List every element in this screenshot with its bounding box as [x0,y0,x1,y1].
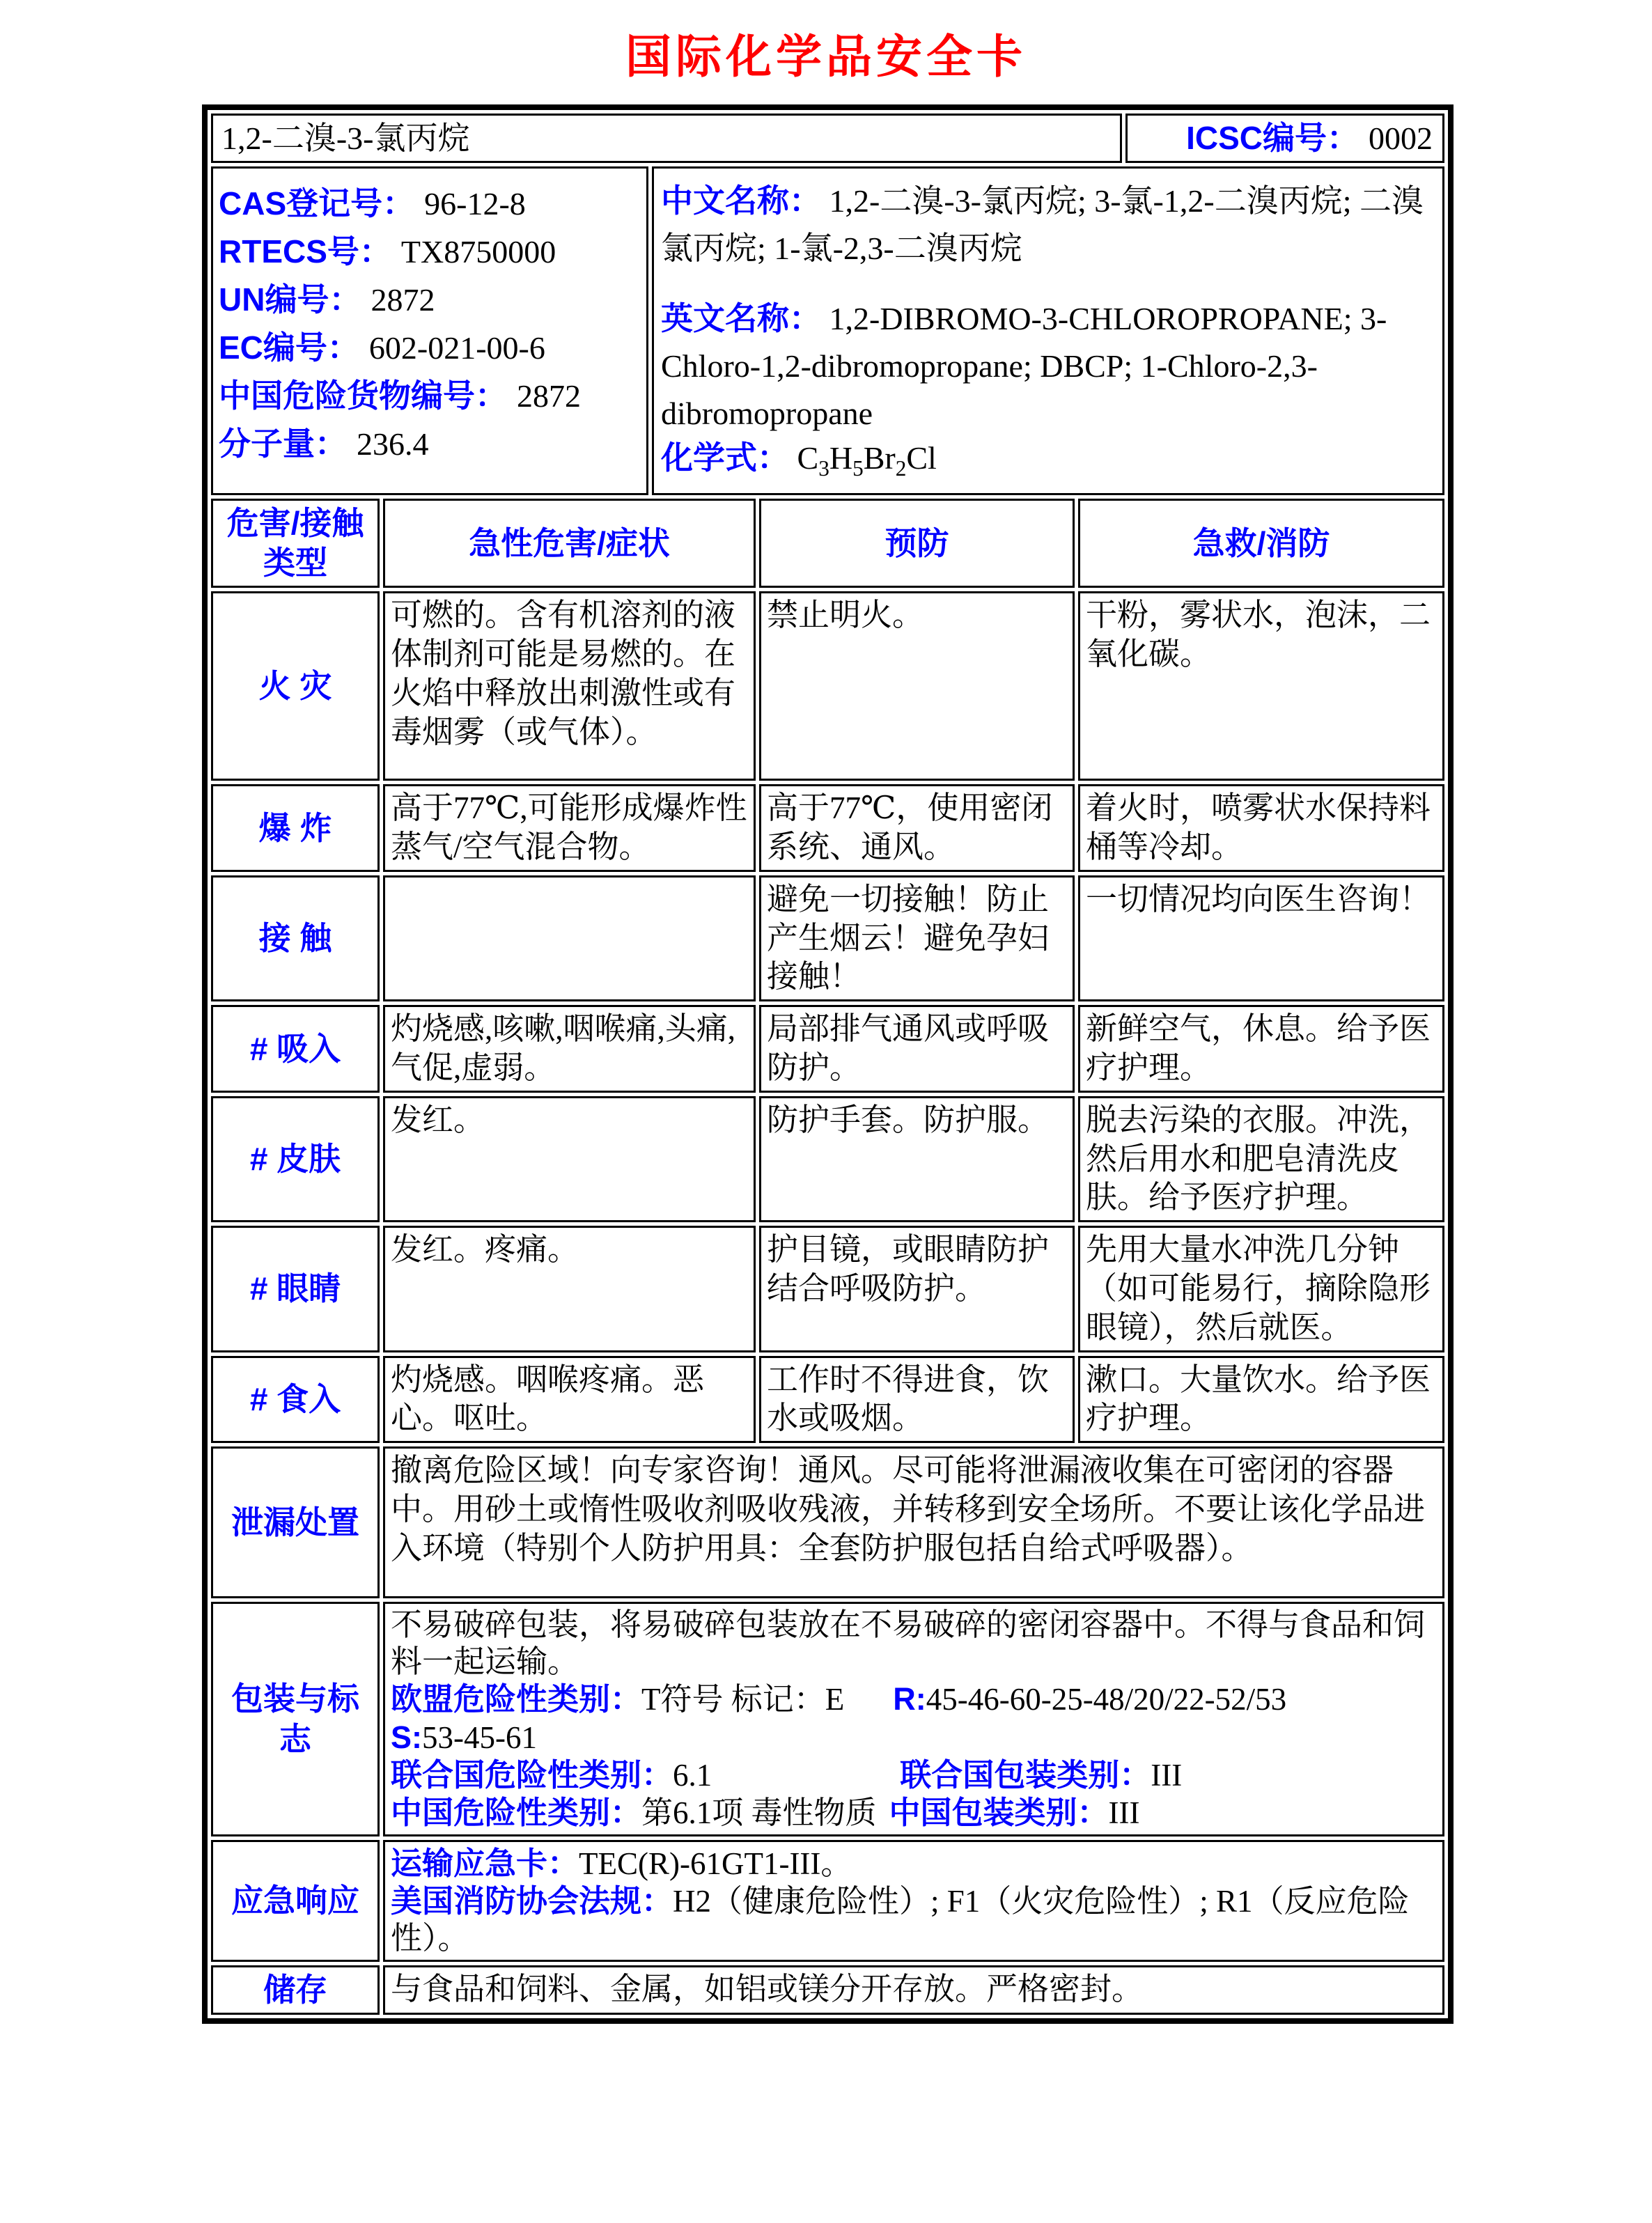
china-dg-value: 2872 [517,378,581,414]
eyes-type [211,1226,380,1352]
packaging-cn-line [391,1794,1437,1832]
packaging-eu-line [391,1680,1437,1718]
header-firstaid [1078,499,1444,588]
explosion-type [211,784,380,872]
explosion-type-label: 爆 炸 [258,809,332,846]
un-label: UN编号： [219,281,361,318]
chinese-name: 1,2-二溴-3-氯丙烷; 3-氯-1,2-二溴丙烷; 二溴氯丙烷; 1-氯-2,3-二溴丙烷 [661,183,1424,267]
storage-label: 储存 [263,1972,327,2008]
header-prevention-label: 预防 [885,524,949,561]
cn-class-value: 第6.1项 毒性物质 [641,1795,877,1830]
row-storage [211,1965,1444,2015]
cn-pack-value: III [1108,1795,1140,1830]
row-inhalation [211,1005,1444,1093]
header-hazard-type-label: 危害/接触类型 [226,505,364,582]
ingestion-firstaid: 漱口。大量饮水。给予医疗护理。 [1078,1356,1444,1444]
eyes-hazards: 发红。疼痛。 [383,1226,756,1352]
chinese-name-block [661,177,1435,272]
ingestion-type-label: # 食入 [249,1380,341,1417]
ec-label: EC编号： [219,329,359,366]
r-phrases-value: 45-46-60-25-48/20/22-52/53 [926,1682,1287,1717]
contact-prevention: 避免一切接触！防止产生烟云！避免孕妇接触！ [759,875,1075,1001]
explosion-hazards: 高于77℃,可能形成爆炸性蒸气/空气混合物。 [383,784,756,872]
ingestion-hazards: 灼烧感。咽喉疼痛。恶心。呕吐。 [383,1356,756,1444]
names-cell [652,166,1444,495]
packaging-label: 包装与标志 [231,1680,359,1757]
cas-label: CAS登记号： [219,185,415,222]
chemical-formula: $C_3H_5Br_2Cl$ [797,440,937,481]
icsc-number-cell [1125,114,1444,163]
contact-type-label: 接 触 [258,920,332,957]
row-explosion [211,784,1444,872]
header-hazard-type [211,499,380,588]
ingestion-type [211,1356,380,1444]
fire-hazards: 可燃的。含有机溶剂的液体制剂可能是易燃的。在火焰中释放出刺激性或有毒烟雾（或气体）。 [383,591,756,781]
row-eyes [211,1226,1444,1352]
storage-label-cell [211,1965,380,2015]
formula-line [661,437,1435,489]
icsc-number: 0002 [1369,120,1433,156]
inhalation-type [211,1005,380,1093]
inhalation-prevention: 局部排气通风或呼吸防护。 [759,1005,1075,1093]
skin-type-label: # 皮肤 [249,1141,341,1178]
spill-text: 撤离危险区域！向专家咨询！通风。尽可能将泄漏液收集在可密闭的容器中。用砂土或惰性吸收剂吸收残液，并转移到安全场所。不要让该化学品进入环境（特别个人防护用具：全套防护服包括自给式呼吸器）。 [383,1446,1444,1598]
formula-label: 化学式： [661,439,789,476]
english-name-block [661,295,1435,437]
fire-prevention: 禁止明火。 [759,591,1075,781]
eyes-type-label: # 眼睛 [249,1270,341,1307]
inhalation-firstaid: 新鲜空气，休息。给予医疗护理。 [1078,1005,1444,1093]
nfpa-value: H2（健康危险性）; F1（火灾危险性）; R1（反应危险性）。 [391,1883,1410,1956]
emergency-label: 应急响应 [231,1882,359,1919]
tec-line [391,1845,1437,1882]
ec-value: 602-021-00-6 [368,330,545,366]
contact-type [211,875,380,1001]
substance-name: 1,2-二溴-3-氯丙烷 [211,114,1122,163]
molweight-line [219,420,642,468]
nfpa-line [391,1882,1437,1957]
s-phrases-label: S: [391,1719,422,1755]
explosion-firstaid: 着火时，喷雾状水保持料桶等冷却。 [1078,784,1444,872]
contact-firstaid: 一切情况均向医生咨询！ [1078,875,1444,1001]
ingestion-prevention: 工作时不得进食，饮水或吸烟。 [759,1356,1075,1444]
row-emergency [211,1840,1444,1962]
row-spill-disposal [211,1446,1444,1598]
un-line [219,276,642,324]
eu-class-value: T符号 标记：E [641,1682,845,1717]
rtecs-label: RTECS号： [219,233,391,270]
row-ingestion [211,1356,1444,1444]
icsc-label: ICSC编号： [1186,120,1359,156]
header-prevention [759,499,1075,588]
skin-type [211,1096,380,1222]
inhalation-type-label: # 吸入 [249,1030,341,1067]
ec-line [219,324,642,372]
skin-hazards: 发红。 [383,1096,756,1222]
cn-class-label: 中国危险性类别： [391,1794,642,1830]
un-class-value: 6.1 [673,1757,712,1793]
skin-firstaid: 脱去污染的衣服。冲洗，然后用水和肥皂清洗皮肤。给予医疗护理。 [1078,1096,1444,1222]
eyes-firstaid: 先用大量水冲洗几分钟（如可能易行，摘除隐形眼镜），然后就医。 [1078,1226,1444,1352]
tec-value: TEC(R)-61GT1-III。 [579,1846,852,1881]
fire-type-label: 火 灾 [258,667,332,704]
header-firstaid-label: 急救/消防 [1192,524,1330,561]
row-fire [211,591,1444,781]
un-pack-label: 联合国包装类别： [900,1756,1151,1793]
cas-line [219,180,642,228]
rtecs-line [219,228,642,276]
packaging-text: 不易破碎包装，将易破碎包装放在不易破碎的密闭容器中。不得与食品和饲料一起运输。 [391,1607,1426,1680]
r-phrases-label: R: [893,1681,926,1717]
un-value: 2872 [371,282,435,318]
s-phrases-value: 53-45-61 [422,1719,537,1755]
page-title: 国际化学品安全卡 [625,31,1027,82]
fire-firstaid: 干粉，雾状水，泡沫，二氧化碳。 [1078,591,1444,781]
molweight-label: 分子量： [219,426,347,462]
safety-card-table [202,104,1454,2024]
cas-value: 96-12-8 [424,186,526,222]
explosion-prevention: 高于77℃，使用密闭系统、通风。 [759,784,1075,872]
molweight-value: 236.4 [357,426,429,462]
emergency-label-cell [211,1840,380,1962]
un-pack-value: III [1151,1757,1183,1793]
hazard-table-header-row [211,499,1444,588]
spill-label-cell [211,1446,380,1598]
cn-pack-label: 中国包装类别： [889,1794,1109,1830]
chinese-name-label: 中文名称： [661,182,821,219]
row-packaging [211,1602,1444,1836]
eu-class-label: 欧盟危险性类别： [391,1681,642,1717]
china-dg-line [219,372,642,420]
row-contact [211,875,1444,1001]
english-name-label: 英文名称： [661,300,821,337]
contact-hazards [383,875,756,1001]
row-skin [211,1096,1444,1222]
storage-text: 与食品和饲料、金属，如铝或镁分开存放。严格密封。 [383,1965,1444,2015]
header-row [211,114,1444,163]
un-class-label: 联合国危险性类别： [391,1756,673,1793]
tec-label: 运输应急卡： [391,1845,579,1881]
packaging-s-line [391,1719,1437,1756]
packaging-un-line [391,1756,1437,1794]
identification-numbers-cell [211,166,648,495]
header-acute-hazards-label: 急性危害/症状 [469,524,670,561]
packaging-label-cell [211,1602,380,1836]
identification-row [211,166,1444,495]
emergency-content [383,1840,1444,1962]
china-dg-label: 中国危险货物编号： [219,377,507,414]
nfpa-label: 美国消防协会法规： [391,1882,673,1919]
header-acute-hazards [383,499,756,588]
packaging-content [383,1602,1444,1836]
fire-type [211,591,380,781]
inhalation-hazards: 灼烧感,咳嗽,咽喉痛,头痛,气促,虚弱。 [383,1005,756,1093]
eyes-prevention: 护目镜，或眼睛防护结合呼吸防护。 [759,1226,1075,1352]
skin-prevention: 防护手套。防护服。 [759,1096,1075,1222]
rtecs-value: TX8750000 [400,234,556,270]
english-name: 1,2-DIBROMO-3-CHLOROPROPANE; 3-Chloro-1,2-dibromopropane; DBCP; 1-Chloro-2,3-dibromopropane [661,301,1387,432]
spill-label: 泄漏处置 [231,1504,359,1540]
